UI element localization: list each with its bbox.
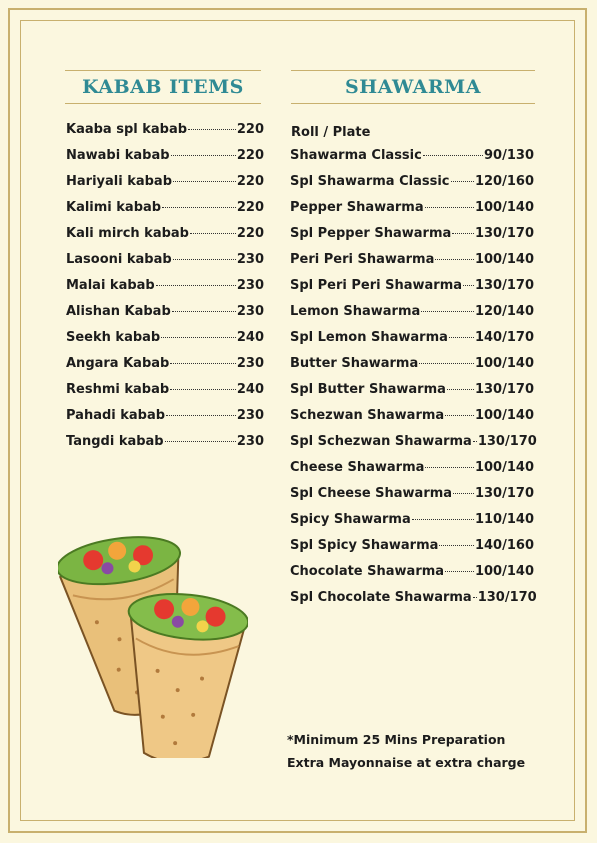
shawarma-menu-item <box>290 486 534 512</box>
item-price: 100/140 <box>474 200 534 215</box>
dot-leader <box>439 545 474 546</box>
item-price: 130/170 <box>477 434 537 449</box>
item-price: 100/140 <box>474 356 534 371</box>
dot-leader <box>447 389 474 390</box>
dot-leader <box>172 311 236 312</box>
item-price: 100/140 <box>474 252 534 267</box>
shawarma-menu-item <box>290 330 534 356</box>
item-price: 130/170 <box>474 226 534 241</box>
dot-leader <box>173 181 236 182</box>
shawarma-size-subtitle: Roll / Plate <box>291 125 371 140</box>
kabab-menu-item <box>66 382 264 408</box>
dot-leader <box>162 207 236 208</box>
shawarma-menu-item <box>290 226 534 252</box>
item-price: 140/170 <box>474 330 534 345</box>
kabab-section-title: KABAB ITEMS <box>65 70 261 104</box>
item-price: 130/170 <box>474 278 534 293</box>
dot-leader <box>421 311 474 312</box>
item-price: 100/140 <box>474 564 534 579</box>
kabab-menu-item <box>66 174 264 200</box>
dot-leader <box>173 259 236 260</box>
dot-leader <box>188 129 236 130</box>
item-price: 220 <box>236 122 264 137</box>
kabab-menu-item <box>66 122 264 148</box>
shawarma-menu-item <box>290 252 534 278</box>
dot-leader <box>423 155 483 156</box>
item-price: 140/160 <box>474 538 534 553</box>
dot-leader <box>165 441 236 442</box>
kabab-menu-item <box>66 278 264 304</box>
item-price: 130/170 <box>477 590 537 605</box>
dot-leader <box>473 441 477 442</box>
item-name: Spicy Shawarma <box>290 512 411 527</box>
item-price: 240 <box>236 382 264 397</box>
shawarma-menu-item <box>290 356 534 382</box>
dot-leader <box>412 519 474 520</box>
mayonnaise-note: Extra Mayonnaise at extra charge <box>287 755 526 770</box>
shawarma-menu-item <box>290 200 534 226</box>
item-name: Kaaba spl kabab <box>66 122 188 137</box>
dot-leader <box>473 597 477 598</box>
shawarma-menu-item <box>290 382 534 408</box>
item-name: Spl Shawarma Classic <box>290 174 450 189</box>
dot-leader <box>451 181 474 182</box>
item-name: Shawarma Classic <box>290 148 422 163</box>
item-name: Hariyali kabab <box>66 174 173 189</box>
kabab-menu-item <box>66 200 264 226</box>
item-name: Pepper Shawarma <box>290 200 424 215</box>
shawarma-menu-item <box>290 434 537 460</box>
shawarma-menu-item <box>290 460 534 486</box>
dot-leader <box>425 207 474 208</box>
shawarma-menu-item <box>290 408 534 434</box>
item-price: 230 <box>236 252 264 267</box>
item-name: Kalimi kabab <box>66 200 162 215</box>
shawarma-menu-item <box>290 564 534 590</box>
shawarma-menu-item <box>290 174 534 200</box>
kabab-menu-list <box>66 122 264 460</box>
item-name: Alishan Kabab <box>66 304 171 319</box>
item-price: 120/140 <box>474 304 534 319</box>
dot-leader <box>452 233 474 234</box>
item-price: 220 <box>236 174 264 189</box>
item-name: Seekh kabab <box>66 330 161 345</box>
item-price: 130/170 <box>474 382 534 397</box>
item-name: Malai kabab <box>66 278 155 293</box>
item-name: Chocolate Shawarma <box>290 564 445 579</box>
shawarma-menu-item <box>290 304 534 330</box>
shawarma-section-title: SHAWARMA <box>291 70 535 104</box>
kabab-menu-item <box>66 252 264 278</box>
item-name: Lasooni kabab <box>66 252 172 267</box>
item-price: 230 <box>236 304 264 319</box>
kabab-menu-item <box>66 226 264 252</box>
dot-leader <box>453 493 474 494</box>
dot-leader <box>445 571 474 572</box>
item-name: Tangdi kabab <box>66 434 164 449</box>
item-name: Spl Butter Shawarma <box>290 382 446 397</box>
shawarma-wrap-illustration <box>58 508 248 758</box>
item-name: Spl Spicy Shawarma <box>290 538 439 553</box>
item-price: 230 <box>236 278 264 293</box>
item-name: Pahadi kabab <box>66 408 166 423</box>
dot-leader <box>171 155 236 156</box>
kabab-menu-item <box>66 304 264 330</box>
kabab-menu-item <box>66 356 264 382</box>
kabab-menu-item <box>66 330 264 356</box>
item-name: Lemon Shawarma <box>290 304 421 319</box>
shawarma-menu-item <box>290 512 534 538</box>
item-price: 220 <box>236 200 264 215</box>
item-name: Kali mirch kabab <box>66 226 189 241</box>
item-price: 240 <box>236 330 264 345</box>
dot-leader <box>170 389 236 390</box>
item-price: 230 <box>236 356 264 371</box>
kabab-menu-item <box>66 408 264 434</box>
item-price: 230 <box>236 408 264 423</box>
kabab-menu-item <box>66 148 264 174</box>
item-name: Butter Shawarma <box>290 356 419 371</box>
item-price: 100/140 <box>474 408 534 423</box>
item-price: 220 <box>236 226 264 241</box>
dot-leader <box>445 415 474 416</box>
dot-leader <box>463 285 474 286</box>
item-price: 110/140 <box>474 512 534 527</box>
dot-leader <box>449 337 474 338</box>
dot-leader <box>190 233 236 234</box>
shawarma-menu-list <box>290 148 537 616</box>
dot-leader <box>156 285 236 286</box>
dot-leader <box>161 337 236 338</box>
item-name: Spl Pepper Shawarma <box>290 226 452 241</box>
shawarma-menu-item <box>290 538 534 564</box>
item-name: Schezwan Shawarma <box>290 408 445 423</box>
item-name: Spl Chocolate Shawarma <box>290 590 472 605</box>
item-name: Peri Peri Shawarma <box>290 252 435 267</box>
dot-leader <box>425 467 474 468</box>
item-name: Cheese Shawarma <box>290 460 425 475</box>
dot-leader <box>435 259 474 260</box>
item-price: 120/160 <box>474 174 534 189</box>
item-name: Spl Schezwan Shawarma <box>290 434 472 449</box>
item-name: Spl Lemon Shawarma <box>290 330 448 345</box>
item-price: 90/130 <box>484 148 534 163</box>
item-price: 100/140 <box>474 460 534 475</box>
shawarma-menu-item <box>290 278 534 304</box>
dot-leader <box>170 363 236 364</box>
item-name: Spl Cheese Shawarma <box>290 486 453 501</box>
dot-leader <box>419 363 474 364</box>
item-price: 130/170 <box>474 486 534 501</box>
shawarma-menu-item <box>290 148 534 174</box>
item-name: Spl Peri Peri Shawarma <box>290 278 463 293</box>
item-name: Reshmi kabab <box>66 382 170 397</box>
kabab-menu-item <box>66 434 264 460</box>
item-name: Nawabi kabab <box>66 148 170 163</box>
item-price: 230 <box>236 434 264 449</box>
item-price: 220 <box>236 148 264 163</box>
item-name: Angara Kabab <box>66 356 170 371</box>
shawarma-menu-item <box>290 590 537 616</box>
preparation-note: *Minimum 25 Mins Preparation <box>287 732 506 747</box>
dot-leader <box>166 415 236 416</box>
